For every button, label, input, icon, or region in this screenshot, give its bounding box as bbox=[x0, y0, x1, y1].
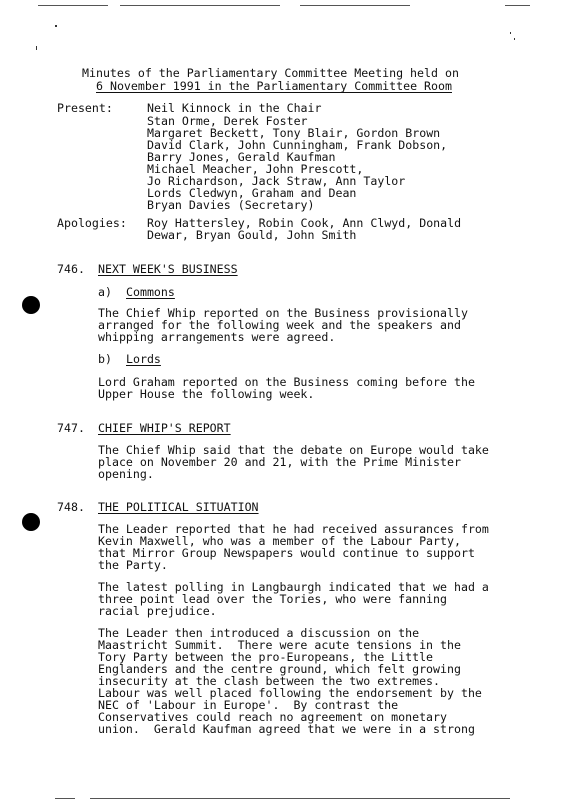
item-748-p1-line: The Leader reported that he had received assurances from bbox=[98, 522, 489, 536]
item-746-a-line: arranged for the following week and the speakers and bbox=[98, 318, 461, 332]
present-line: Stan Orme, Derek Foster bbox=[147, 114, 308, 128]
scan-speck bbox=[55, 25, 57, 27]
item-748-p3-line: insecurity at the clash between the two extremes. bbox=[98, 674, 441, 688]
minutes-title-line-1: Minutes of the Parliamentary Committee Meeting held on bbox=[82, 66, 459, 80]
item-748-p2-line: racial prejudice. bbox=[98, 604, 217, 618]
minutes-title-line-2: 6 November 1991 in the Parliamentary Committee Room bbox=[96, 79, 452, 93]
item-746-a-line: The Chief Whip reported on the Business provisionally bbox=[98, 306, 468, 320]
present-line: Bryan Davies (Secretary) bbox=[147, 198, 315, 212]
scan-edge-line-top-mid bbox=[120, 5, 280, 6]
present-line: Neil Kinnock in the Chair bbox=[147, 101, 322, 115]
present-line: Michael Meacher, John Prescott, bbox=[147, 162, 364, 176]
item-747-title: CHIEF WHIP'S REPORT bbox=[98, 421, 231, 435]
item-746-b-line: Upper House the following week. bbox=[98, 387, 315, 401]
item-746-a-line: whipping arrangements were agreed. bbox=[98, 330, 336, 344]
item-746-b-label: b) bbox=[98, 352, 112, 366]
item-747-line: The Chief Whip said that the debate on Europe would take bbox=[98, 443, 489, 457]
present-line: Barry Jones, Gerald Kaufman bbox=[147, 150, 336, 164]
scan-speck bbox=[510, 32, 511, 34]
item-747-line: place on November 20 and 21, with the Prime Minister bbox=[98, 455, 461, 469]
scan-edge-line-top-left bbox=[38, 5, 108, 6]
item-748-p3-line: Labour was well placed following the endorsement by the bbox=[98, 686, 482, 700]
item-746-b-line: Lord Graham reported on the Business coming before the bbox=[98, 375, 475, 389]
scan-speck bbox=[514, 38, 515, 40]
item-748-p3-line: Maastricht Summit. There were acute tensions in the bbox=[98, 638, 461, 652]
item-748-p3-line: NEC of 'Labour in Europe'. By contrast the bbox=[98, 698, 399, 712]
item-748-p3-line: The Leader then introduced a discussion on the bbox=[98, 626, 420, 640]
present-line: Margaret Beckett, Tony Blair, Gordon Brown bbox=[147, 126, 441, 140]
item-746-a-label: a) bbox=[98, 285, 112, 299]
item-747-number: 747. bbox=[57, 421, 85, 435]
item-747-line: opening. bbox=[98, 467, 154, 481]
present-line: David Clark, John Cunningham, Frank Dobson, bbox=[147, 138, 448, 152]
present-line: Lords Cledwyn, Graham and Dean bbox=[147, 186, 357, 200]
apologies-line: Dewar, Bryan Gould, John Smith bbox=[147, 228, 357, 242]
item-746-a-title: Commons bbox=[126, 285, 175, 299]
item-748-p1-line: Kevin Maxwell, who was a member of the Labour Party, bbox=[98, 534, 461, 548]
item-748-p1-line: that Mirror Group Newspapers would continue to support bbox=[98, 546, 475, 560]
item-748-title: THE POLITICAL SITUATION bbox=[98, 500, 259, 514]
item-748-p2-line: three point lead over the Tories, who were fanning bbox=[98, 592, 448, 606]
present-label: Present: bbox=[57, 101, 113, 115]
punch-hole-upper bbox=[22, 296, 40, 314]
scan-edge-line-bottom-mid bbox=[90, 798, 510, 799]
punch-hole-lower bbox=[22, 513, 40, 531]
item-748-number: 748. bbox=[57, 500, 85, 514]
apologies-label: Apologies: bbox=[57, 216, 127, 230]
item-748-p2-line: The latest polling in Langbaurgh indicated that we had a bbox=[98, 580, 489, 594]
item-748-p3-line: union. Gerald Kaufman agreed that we were in a strong bbox=[98, 722, 475, 736]
item-748-p3-line: Conservatives could reach no agreement on monetary bbox=[98, 710, 448, 724]
scan-speck bbox=[36, 46, 37, 50]
apologies-line: Roy Hattersley, Robin Cook, Ann Clwyd, Donald bbox=[147, 216, 462, 230]
item-746-number: 746. bbox=[57, 262, 85, 276]
item-746-b-title: Lords bbox=[126, 352, 161, 366]
item-746-title: NEXT WEEK'S BUSINESS bbox=[98, 262, 238, 276]
scan-edge-line-top-right bbox=[300, 5, 410, 6]
scan-edge-line-bottom-left bbox=[55, 798, 75, 799]
item-748-p3-line: Tory Party between the pro-Europeans, the Little bbox=[98, 650, 434, 664]
present-line: Jo Richardson, Jack Straw, Ann Taylor bbox=[147, 174, 406, 188]
item-748-p1-line: the Party. bbox=[98, 558, 168, 572]
scan-edge-line-top-far bbox=[505, 5, 530, 6]
item-748-p3-line: Englanders and the centre ground, which felt growing bbox=[98, 662, 461, 676]
